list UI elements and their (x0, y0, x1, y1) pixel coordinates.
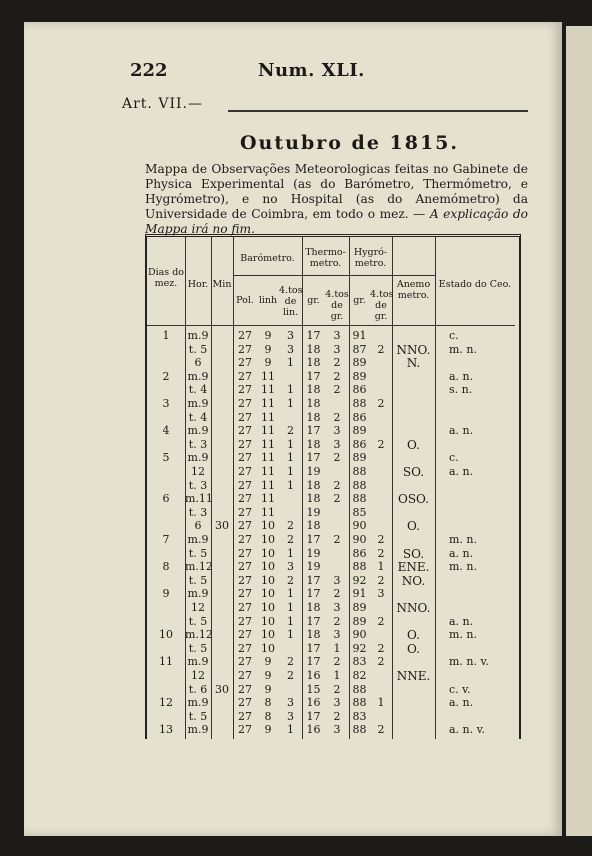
cell-tq: 2 (333, 655, 341, 669)
cell-linh: 10 (261, 628, 275, 642)
cell-ceo: s. n. (449, 383, 473, 397)
cell-hgr: 90 (352, 533, 367, 546)
cell-tq: 3 (333, 628, 341, 642)
cell-hq: 2 (377, 655, 385, 669)
cell-hq: 2 (377, 546, 385, 560)
cell-tq: 3 (333, 723, 341, 737)
cell-linh: 8 (264, 709, 272, 723)
cell-hor: m.11 (185, 492, 213, 506)
cell-hor: t. 5 (188, 614, 208, 628)
header-pol: Pol. (236, 295, 254, 306)
cell-tq: 3 (333, 329, 341, 342)
cell-tgr: 19 (306, 560, 321, 574)
header-subrule (233, 275, 435, 276)
cell-pol: 27 (238, 655, 252, 669)
cell-ceo: c. (449, 451, 459, 465)
cell-tgr: 15 (306, 682, 321, 696)
cell-tq: 2 (333, 682, 341, 696)
cell-dia: 2 (162, 369, 170, 383)
cell-dia: 13 (159, 723, 173, 737)
cell-q: 1 (287, 587, 294, 601)
cell-pol: 27 (238, 492, 252, 506)
cell-hor: m.12 (185, 560, 213, 574)
cell-tgr: 18 (306, 601, 321, 614)
cell-linh: 11 (261, 451, 275, 465)
cell-hor: t. 4 (188, 383, 208, 397)
table-description (145, 162, 528, 237)
cell-ceo: a. n. v. (449, 723, 486, 737)
cell-hgr: 86 (352, 546, 367, 560)
cell-ceo: m. n. (449, 628, 478, 642)
cell-linh: 11 (261, 369, 275, 383)
cell-tgr: 17 (306, 587, 321, 601)
cell-dia: 8 (162, 560, 170, 574)
header-linh: linh (258, 295, 278, 306)
cell-min: 30 (215, 519, 229, 533)
cell-tgr: 19 (306, 505, 321, 519)
col-divider (211, 237, 212, 739)
cell-q: 2 (287, 424, 294, 438)
cell-linh: 11 (261, 383, 275, 397)
cell-tgr: 16 (306, 696, 321, 710)
adjacent-page-edge (566, 26, 592, 836)
cell-tq: 3 (333, 437, 341, 451)
cell-ceo: a. n. (449, 614, 474, 628)
cell-anem: O. (407, 628, 420, 643)
cell-pol: 27 (238, 383, 252, 397)
cell-anem: N. (406, 356, 421, 371)
cell-dia: 4 (162, 424, 170, 438)
cell-pol: 27 (238, 682, 252, 696)
cell-anem: SO. (402, 546, 425, 561)
cell-hgr: 88 (352, 478, 367, 492)
cell-hgr: 82 (352, 669, 367, 682)
cell-tgr: 16 (306, 723, 321, 737)
cell-pol: 27 (238, 696, 252, 710)
cell-hgr: 88 (352, 696, 367, 710)
cell-tgr: 18 (306, 410, 321, 424)
cell-min: 30 (215, 682, 229, 696)
cell-q: 3 (287, 342, 294, 356)
cell-hor: t. 4 (188, 410, 208, 424)
cell-linh: 10 (261, 573, 275, 587)
cell-hor: 12 (191, 669, 205, 682)
cell-pol: 27 (238, 397, 252, 410)
cell-linh: 11 (261, 465, 275, 478)
header-hor: Hor. (187, 279, 209, 290)
cell-hor: t. 5 (188, 546, 208, 560)
cell-hq: 3 (377, 587, 385, 601)
col-divider (435, 237, 436, 739)
cell-tq: 1 (333, 669, 341, 682)
cell-tq: 2 (333, 478, 341, 492)
cell-linh: 10 (261, 641, 275, 655)
cell-hor: m.9 (187, 655, 209, 669)
cell-tgr: 18 (306, 383, 321, 397)
cell-hor: t. 5 (188, 342, 208, 356)
cell-pol: 27 (238, 478, 252, 492)
cell-hq: 1 (377, 560, 385, 574)
cell-linh: 9 (264, 329, 272, 342)
month-title: Outubro de 1815. (240, 132, 460, 154)
cell-linh: 9 (264, 682, 272, 696)
cell-hor: t. 6 (188, 682, 208, 696)
cell-ceo: m. n. (449, 342, 478, 356)
cell-ceo: a. n. (449, 546, 474, 560)
description-main: Mappa de Observações Meteorologicas feitas no Gabinete de Physica Experimental (as do Barómetro, Thermómetro, e Hygrómetro), e no Hospital (as do Anemómetro) da Universidade de Coimbra, em todo o mez. — (145, 162, 528, 221)
cell-linh: 9 (264, 342, 272, 356)
cell-tgr: 17 (306, 655, 321, 669)
cell-q: 1 (287, 478, 294, 492)
cell-pol: 27 (238, 546, 252, 560)
cell-q: 3 (287, 696, 294, 710)
cell-dia: 12 (159, 696, 173, 710)
cell-linh: 9 (264, 669, 272, 682)
cell-anem: NNO. (396, 342, 431, 357)
cell-anem: SO. (402, 465, 425, 479)
cell-q: 2 (287, 519, 294, 533)
cell-hor: m.9 (187, 451, 209, 465)
cell-linh: 9 (264, 356, 272, 370)
cell-pol: 27 (238, 410, 252, 424)
running-head-title: Num. XLI. (258, 60, 365, 81)
cell-hgr: 86 (352, 410, 367, 424)
cell-tgr: 18 (306, 437, 321, 451)
header-estado: Estado do Ceo. (438, 279, 512, 290)
cell-q: 3 (287, 329, 294, 342)
cell-hq: 2 (377, 342, 385, 356)
cell-hgr: 91 (352, 587, 367, 601)
cell-hq: 1 (377, 696, 385, 710)
cell-q: 1 (287, 465, 294, 478)
cell-q: 3 (287, 709, 294, 723)
cell-anem: ENE. (397, 560, 430, 575)
cell-hgr: 86 (352, 383, 367, 397)
cell-hor: m.9 (187, 397, 209, 410)
cell-pol: 27 (238, 628, 252, 642)
cell-anem: O. (407, 437, 420, 452)
cell-linh: 10 (261, 601, 275, 614)
cell-tgr: 18 (306, 628, 321, 642)
cell-pol: 27 (238, 519, 252, 533)
cell-hgr: 89 (352, 356, 367, 370)
cell-tq: 2 (333, 451, 341, 465)
cell-ceo: c. (449, 329, 459, 342)
cell-tgr: 18 (306, 519, 321, 533)
cell-dia: 11 (159, 655, 173, 669)
cell-tgr: 19 (306, 546, 321, 560)
header-anemometro: Anemo metro. (396, 279, 431, 301)
cell-anem: OSO. (397, 492, 429, 507)
cell-pol: 27 (238, 614, 252, 628)
cell-tgr: 17 (306, 533, 321, 546)
header-th-gr: gr. (307, 295, 320, 306)
cell-dia: 1 (162, 329, 170, 342)
cell-tq: 3 (333, 342, 341, 356)
cell-q: 1 (287, 437, 294, 451)
cell-hq: 2 (377, 723, 385, 737)
cell-tq: 3 (333, 573, 341, 587)
cell-hq: 2 (377, 614, 385, 628)
cell-pol: 27 (238, 329, 252, 342)
cell-hgr: 85 (352, 505, 367, 519)
header-min: Min (212, 279, 232, 290)
cell-linh: 10 (261, 560, 275, 574)
cell-q: 2 (287, 655, 294, 669)
cell-hor: m.9 (187, 329, 209, 342)
cell-linh: 11 (261, 437, 275, 451)
cell-q: 1 (287, 546, 294, 560)
cell-pol: 27 (238, 560, 252, 574)
cell-linh: 8 (264, 696, 272, 710)
cell-hgr: 88 (352, 492, 367, 506)
cell-q: 1 (287, 601, 294, 614)
cell-tgr: 18 (306, 356, 321, 370)
cell-dia: 9 (162, 587, 170, 601)
cell-q: 2 (287, 573, 294, 587)
cell-tq: 2 (333, 614, 341, 628)
cell-hor: 12 (191, 601, 205, 614)
cell-linh: 10 (261, 546, 275, 560)
cell-linh: 10 (261, 519, 275, 533)
header-quartos-lin: 4.tos de lin. (279, 285, 303, 318)
cell-hq: 2 (377, 437, 385, 451)
cell-tq: 3 (333, 601, 341, 614)
cell-pol: 27 (238, 465, 252, 478)
cell-q: 1 (287, 451, 294, 465)
cell-hor: 6 (194, 519, 202, 533)
cell-tgr: 17 (306, 451, 321, 465)
cell-hor: 6 (194, 356, 202, 370)
cell-ceo: a. n. (449, 465, 474, 478)
cell-tgr: 17 (306, 424, 321, 438)
cell-hgr: 83 (352, 655, 367, 669)
cell-hq: 2 (377, 641, 385, 655)
cell-hgr: 88 (352, 397, 367, 410)
cell-hor: t. 5 (188, 709, 208, 723)
cell-ceo: c. v. (449, 682, 471, 696)
cell-tq: 2 (333, 709, 341, 723)
cell-tgr: 18 (306, 492, 321, 506)
cell-tgr: 17 (306, 709, 321, 723)
cell-hgr: 88 (352, 465, 367, 478)
cell-tgr: 18 (306, 397, 321, 410)
cell-ceo: m. n. v. (449, 655, 489, 669)
cell-linh: 11 (261, 424, 275, 438)
cell-tq: 2 (333, 533, 341, 546)
cell-linh: 11 (261, 492, 275, 506)
cell-hor: t. 3 (188, 437, 208, 451)
cell-dia: 7 (162, 533, 170, 546)
cell-ceo: a. n. (449, 369, 474, 383)
cell-hq: 2 (377, 533, 385, 546)
cell-ceo: m. n. (449, 533, 478, 546)
header-hy-quartos: 4.tos de gr. (370, 289, 394, 322)
cell-hgr: 86 (352, 437, 367, 451)
cell-hgr: 92 (352, 641, 367, 655)
cell-hor: m.9 (187, 723, 209, 737)
cell-pol: 27 (238, 669, 252, 682)
cell-hgr: 83 (352, 709, 367, 723)
cell-tgr: 18 (306, 478, 321, 492)
header-barometro: Barómetro. (240, 253, 295, 264)
cell-q: 2 (287, 533, 294, 546)
cell-q: 1 (287, 614, 294, 628)
cell-pol: 27 (238, 533, 252, 546)
cell-anem: NO. (401, 573, 426, 588)
article-label: Art. VII.— (122, 96, 203, 112)
cell-anem: NNO. (396, 601, 431, 615)
cell-q: 1 (287, 628, 294, 642)
cell-pol: 27 (238, 723, 252, 737)
page-number: 222 (130, 60, 168, 81)
cell-hgr: 87 (352, 342, 367, 356)
cell-q: 1 (287, 397, 294, 410)
cell-q: 1 (287, 383, 294, 397)
cell-hgr: 88 (352, 560, 367, 574)
cell-hgr: 91 (352, 329, 367, 342)
cell-hor: t. 5 (188, 641, 208, 655)
cell-anem: O. (407, 519, 420, 534)
cell-tq: 2 (333, 356, 341, 370)
cell-tgr: 16 (306, 669, 321, 682)
cell-tq: 2 (333, 369, 341, 383)
cell-linh: 10 (261, 587, 275, 601)
cell-tq: 1 (333, 641, 341, 655)
cell-tgr: 17 (306, 614, 321, 628)
cell-pol: 27 (238, 437, 252, 451)
cell-hgr: 92 (352, 573, 367, 587)
title-rule (228, 110, 528, 112)
cell-ceo: a. n. (449, 424, 474, 438)
cell-hor: m.12 (185, 628, 213, 642)
cell-hgr: 89 (352, 601, 367, 614)
cell-pol: 27 (238, 356, 252, 370)
cell-tq: 2 (333, 587, 341, 601)
cell-pol: 27 (238, 601, 252, 614)
cell-q: 2 (287, 669, 294, 682)
cell-linh: 11 (261, 410, 275, 424)
cell-pol: 27 (238, 709, 252, 723)
cell-linh: 11 (261, 478, 275, 492)
cell-hor: m.9 (187, 587, 209, 601)
cell-linh: 10 (261, 614, 275, 628)
cell-tq: 3 (333, 424, 341, 438)
cell-dia: 3 (162, 397, 170, 410)
cell-hgr: 88 (352, 723, 367, 737)
cell-hor: 12 (191, 465, 205, 478)
cell-hor: t. 5 (188, 573, 208, 587)
cell-pol: 27 (238, 505, 252, 519)
cell-hor: m.9 (187, 369, 209, 383)
header-dias: Dias do mez. (147, 267, 184, 289)
header-hygrometro: Hygró-metro. (353, 247, 388, 269)
cell-hgr: 89 (352, 369, 367, 383)
header-th-quartos: 4.tos de gr. (325, 289, 349, 322)
cell-tq: 2 (333, 383, 341, 397)
cell-hgr: 90 (352, 628, 367, 642)
cell-ceo: m. n. (449, 560, 478, 574)
header-hy-gr: gr. (353, 295, 366, 306)
cell-linh: 9 (264, 723, 272, 737)
cell-dia: 6 (162, 492, 170, 506)
cell-hgr: 90 (352, 519, 367, 533)
cell-pol: 27 (238, 587, 252, 601)
cell-q: 1 (287, 356, 294, 370)
cell-hor: m.9 (187, 424, 209, 438)
cell-linh: 9 (264, 655, 272, 669)
cell-tq: 2 (333, 410, 341, 424)
weather-table (145, 234, 521, 739)
cell-hgr: 88 (352, 682, 367, 696)
cell-linh: 11 (261, 397, 275, 410)
cell-tgr: 17 (306, 573, 321, 587)
cell-pol: 27 (238, 424, 252, 438)
cell-hq: 2 (377, 573, 385, 587)
cell-dia: 5 (162, 451, 170, 465)
cell-tgr: 19 (306, 465, 321, 478)
description-note: A explicação do Mappa irá no fim. (145, 207, 528, 236)
cell-hor: m.9 (187, 696, 209, 710)
cell-ceo: a. n. (449, 696, 474, 710)
cell-pol: 27 (238, 573, 252, 587)
cell-tgr: 17 (306, 641, 321, 655)
cell-hor: t. 3 (188, 478, 208, 492)
cell-tgr: 18 (306, 342, 321, 356)
header-thermometro: Thermo-metro. (305, 247, 346, 269)
cell-linh: 11 (261, 505, 275, 519)
cell-dia: 10 (159, 628, 173, 642)
cell-hor: t. 3 (188, 505, 208, 519)
cell-hq: 2 (377, 397, 385, 410)
cell-linh: 10 (261, 533, 275, 546)
cell-tq: 2 (333, 492, 341, 506)
cell-pol: 27 (238, 641, 252, 655)
cell-hgr: 89 (352, 614, 367, 628)
cell-hor: m.9 (187, 533, 209, 546)
cell-q: 1 (287, 723, 294, 737)
cell-tgr: 17 (306, 329, 321, 342)
cell-q: 3 (287, 560, 294, 574)
cell-pol: 27 (238, 369, 252, 383)
cell-tgr: 17 (306, 369, 321, 383)
cell-anem: O. (407, 641, 420, 656)
cell-hgr: 89 (352, 451, 367, 465)
col-divider (392, 237, 393, 739)
cell-anem: NNE. (396, 669, 431, 683)
cell-pol: 27 (238, 451, 252, 465)
header-bottom-rule (147, 325, 515, 326)
cell-hgr: 89 (352, 424, 367, 438)
cell-pol: 27 (238, 342, 252, 356)
cell-tq: 3 (333, 696, 341, 710)
